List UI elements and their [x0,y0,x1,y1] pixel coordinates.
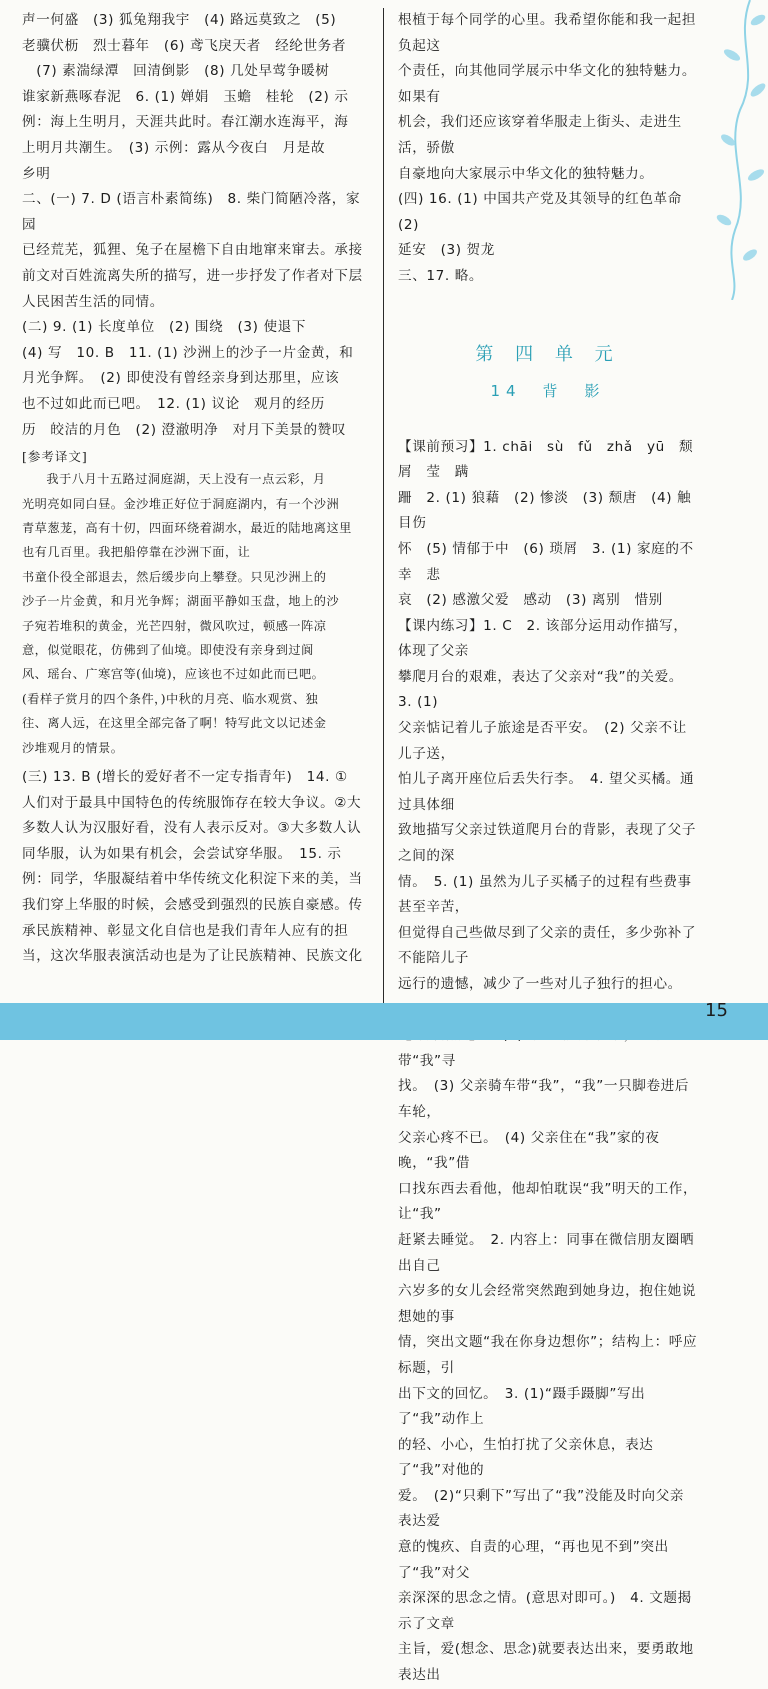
text-line: 怕儿子离开座位后丢失行李。 4. 望父买橘。通过具体细 [398,771,695,813]
reference-line: 青草葱茏，高有十仞，四面环绕着湖水，最近的陆地离这里 [22,520,352,535]
reference-line: 沙子一片金黄，和月光争辉；湖面平静如玉盘，地上的沙 [22,594,340,609]
footer-bar [0,1003,768,1040]
reference-line: (看样子赏月的四个条件，)中秋的月亮、临水观赏、独 [22,691,319,706]
unit-title: 第 四 单 元 [475,343,621,365]
reference-line: 往、离人远，在这里全部完备了啊！特写此文以记述金 [22,716,327,731]
text-line: (四) 16. (1) 中国共产党及其领导的红色革命 (2) [398,191,697,233]
text-line: 我们穿上华服的时候，会感受到强烈的民族自豪感。传 [22,896,363,913]
text-line: 主旨，爱(想念、思念)就要表达出来，要勇敢地表达出 [398,1641,694,1684]
text-line: 的轻、小心，生怕打扰了父亲休息，表达了“我”对他的 [398,1436,654,1479]
text-line: 机会，我们还应该穿着华服走上街头、走进生活，骄傲 [398,114,682,156]
text-line: 六岁多的女儿会经常突然跑到她身边，抱住她说想她的事 [398,1283,697,1325]
text-line: 承民族精神、彰显文化自信也是我们青年人应有的担 [22,922,349,939]
reference-line: 书童仆役全部退去，然后缓步向上攀登。只见沙洲上的 [22,569,327,584]
text-line: 怀 (5) 情郁于中 (6) 琐屑 3. (1) 家庭的不幸 悲 [398,540,694,583]
reference-line: 我于八月十五路过洞庭湖，天上没有一点云彩，月 [46,472,326,487]
text-line: 带“我”寻 [398,1052,456,1069]
text-line: (7) 素湍绿潭 回清倒影 (8) 几处早莺争暖树 [22,63,330,80]
reference-line: 光明亮如同白昼。金沙堆正好位于洞庭湖内，有一个沙洲 [22,496,340,511]
text-line: 声一何盛 (3) 狐兔翔我宇 (4) 路远莫致之 (5) [22,12,337,28]
text-line: 自豪地向大家展示中华文化的独特魅力。 [398,165,654,182]
text-line: 谁家新燕啄春泥 6. (1) 婵娟 玉蟾 桂轮 (2) 示 [22,88,349,105]
text-line: 意的愧疚、自责的心理，“再也见不到”突出了“我”对父 [398,1539,669,1581]
text-line: 爱。 (2)“只剩下”写出了“我”没能及时向父亲表达爱 [398,1487,685,1530]
text-line: 致地描写父亲过铁道爬月台的背影，表现了父子之间的深 [398,822,697,865]
text-line: 人民困苦生活的同情。 [22,293,164,310]
text-line: 人们对于最具中国特色的传统服饰存在较大争议。②大 [22,794,362,811]
text-line: 月光争辉。 (2) 即使没有曾经亲身到达那里，应该 [22,370,340,387]
right-column [398,8,708,1689]
text-line: 【课内练习】1. C 2. 该部分运用动作描写，体现了父亲 [398,617,688,660]
text-line: 已经荒芜，狐狸、兔子在屋檐下自由地窜来窜去。承接 [22,242,363,259]
text-line: 延安 (3) 贺龙 [398,242,495,259]
page-number: 15 [705,1000,728,1021]
text-line: 当，这次华服表演活动也是为了让民族精神、民族文化 [22,948,363,965]
reference-line: 子宛若堆积的黄金，光芒四射，微风吹过，顿感一阵凉 [22,618,327,633]
text-line: 个责任，向其他同学展示中华文化的独特魅力。如果有 [398,63,697,105]
text-line: 口找东西去看他，他却怕耽误“我”明天的工作，让“我” [398,1180,698,1223]
text-line: (4) 写 10. B 11. (1) 沙洲上的沙子一片金黄，和 [22,344,354,361]
text-line: 历 皎洁的月色 (2) 澄澈明净 对月下美景的赞叹 [22,421,347,438]
left-column [22,8,372,970]
text-line: 上明月共潮生。 (3) 示例：露从今夜白 月是故 [22,139,326,156]
lesson-answers [398,435,708,1689]
reference-line: 沙堆观月的情景。 [22,740,124,755]
text-line: 攀爬月台的艰难，表达了父亲对“我”的关爱。 3. (1) [398,668,691,711]
text-line: 情。 5. (1) 虽然为儿子买橘子的过程有些费事甚至辛苦， [398,873,692,916]
text-line: 例：海上生明月，天涯共此时。春江潮水连海平，海 [22,114,349,131]
lesson-title: 14 背 影 [490,381,606,400]
text-line: 二、(一) 7. D (语言朴素简练) 8. 柴门简陋冷落，家园 [22,191,361,233]
text-line: 【课前预习】1. chāi sù fǔ zhǎ yū 颓 屑 莹 蹒 [398,438,708,481]
text-line: 根植于每个同学的心里。我希望你能和我一起担负起这 [398,12,697,54]
text-line: 父亲心疼不已。 (4) 父亲住在“我”家的夜晚，“我”借 [398,1129,660,1172]
text-line: 跚 2. (1) 狼藉 (2) 惨淡 (3) 颓唐 (4) 触目伤 [398,489,692,532]
text-line: 例：同学，华服凝结着中华传统文化积淀下来的美，当 [22,871,363,888]
reference-heading: [参考译文] [22,449,88,465]
reference-translation [22,467,372,760]
text-line: 哀 (2) 感激父爱 感动 (3) 离别 惜别 [398,592,663,609]
text-line: 找。 (3) 父亲骑车带“我”，“我”一只脚卷进后车轮， [398,1078,690,1120]
text-line: 远行的遗憾，减少了一些对儿子独行的担心。 [398,976,676,992]
text-line: 三、17. 略。 [398,267,484,284]
text-line: 父亲惦记着儿子旅途是否平安。 (2) 父亲不让儿子送， [398,720,687,762]
text-line: (二) 9. (1) 长度单位 (2) 围绕 (3) 使退下 [22,319,307,336]
left-bottom-answers [22,765,372,970]
text-line: 前文对百姓流离失所的描写，进一步抒发了作者对下层 [22,267,363,284]
text-line: 也不过如此而已吧。 12. (1) 议论 观月的经历 [22,395,326,412]
text-line: 多数人认为汉服好看，没有人表示反对。③大多数人认 [22,820,362,837]
text-line: (三) 13. B (增长的爱好者不一定专指青年) 14. ① [22,768,348,785]
text-line: 情，突出文题“我在你身边想你”；结构上：呼应标题，引 [398,1334,698,1376]
reference-line: 也有几百里。我把船停靠在沙洲下面，让 [22,545,251,560]
reference-line: 风、瑶台、广寒宫等(仙境)，应该也不过如此而已吧。 [22,667,325,682]
column-divider [383,8,384,1003]
text-line: 老骥伏枥 烈士暮年 (6) 鸢飞戾天者 经纶世务者 [22,37,347,54]
text-line: 亲深深的思念之情。(意思对即可。) 4. 文题揭示了文章 [398,1590,692,1632]
text-line: 赶紧去睡觉。 2. 内容上：同事在微信朋友圈晒出自己 [398,1231,695,1274]
text-line: 出下文的回忆。 3. (1)“蹑手蹑脚”写出了“我”动作上 [398,1385,646,1428]
reference-line: 意，似觉眼花，仿佛到了仙境。即使没有亲身到过阆 [22,642,314,657]
text-line: 但觉得自己些做尽到了父亲的责任，多少弥补了不能陪儿子 [398,924,697,967]
left-answers [22,8,372,443]
text-line: 乡明 [22,165,51,182]
text-line: 同华服，认为如果有机会，会尝试穿华服。 15. 示 [22,845,342,862]
right-answers [398,8,698,290]
